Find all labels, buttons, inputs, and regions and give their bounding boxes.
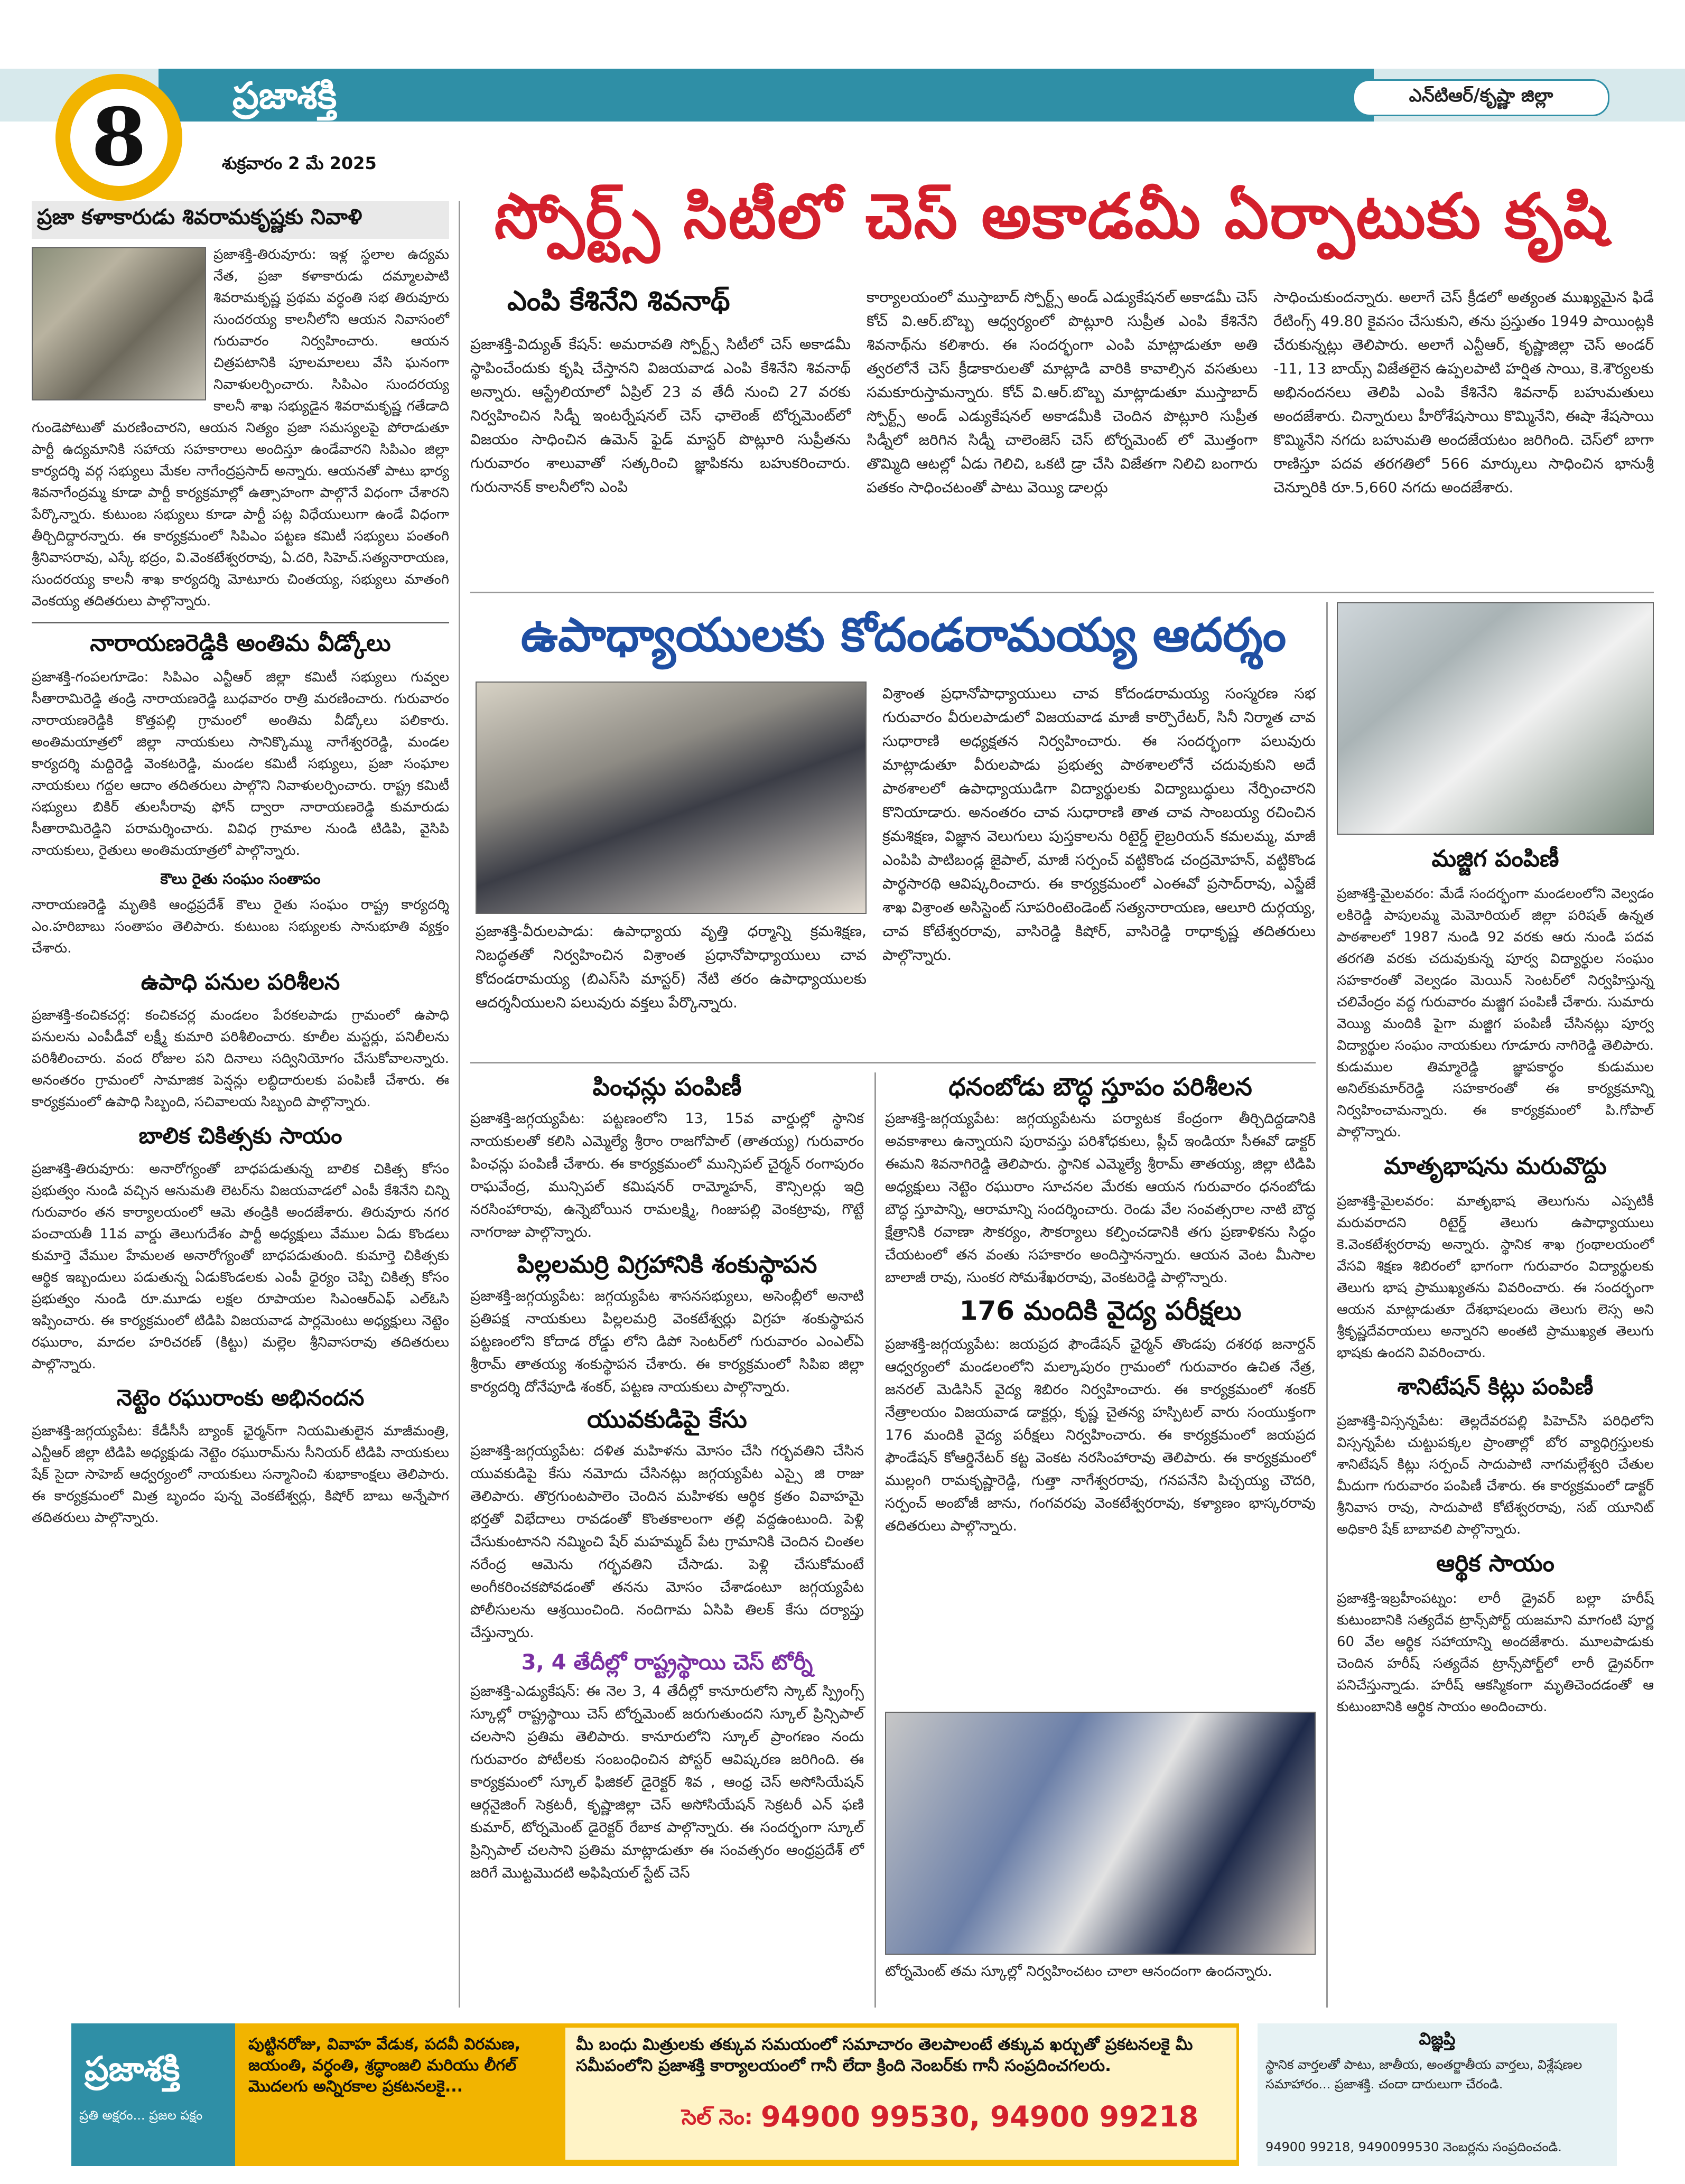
lead-column-2 [867, 285, 1258, 499]
mid-left-column [470, 1072, 864, 1884]
column-divider [874, 1072, 876, 2008]
article-headline: మాతృభాషను మరువొద్దు [1384, 1153, 1607, 1180]
article-headline: బాలిక చికిత్సకు సాయం [138, 1123, 342, 1149]
article-headline: నారాయణరెడ్డికి అంతిమ వీడ్కోలు [32, 622, 449, 662]
mid-right-column [885, 1072, 1316, 1537]
article-body: కార్యాలయంలో ముస్తాబాద్‌ స్పోర్ట్స్‌ అండ్‌ ఎడ్యుకేషనల్‌ అకాడమీ చెస్‌ కోచ్‌ వి.ఆర్‌.బొబ్బ ఆధ్వర్యంలో పొట్లూరి సుప్రీత ఎంపి కేశినేని శివనాథ్‌ను కలిశారు. ఈ సందర్భంగా ఎంపి మాట్లాడుతూ అతి త్వరలోనే చెస్‌ క్రీడాకారులతో మాట్లాడి వారికి కావాల్సిన వసతులు సమకూరుస్తామన్నారు. కోచ్‌ వి.ఆర్‌.బొబ్బ మాట్లాడుతూ ముస్తాబాద్‌ స్పోర్ట్స్‌ అండ్‌ ఎడ్యుకేషనల్‌ అకాడమీకి చెందిన పొట్లూరి సుప్రీత సిడ్నీలో జరిగిన సిడ్నీ చాలెంజెస్‌ చెస్‌ టోర్నమెంట్‌ లో మొత్తంగా తొమ్మిది ఆటల్లో ఏడు గెలిచి, ఒకటి డ్రా చేసి విజేతగా నిలిచి బంగారు పతకం సాధించటంతో పాటు వెయ్యి డాలర్లు [867, 288, 1258, 496]
memorial-meeting-photo [476, 682, 867, 914]
buttermilk-distribution-photo [1337, 602, 1654, 835]
article-headline: శానిటేషన్ కిట్లు పంపిణీ [1397, 1374, 1594, 1399]
article-body: ప్రజాశక్తి-కంచికచర్ల: కంచికచర్ల మండలం పేరకలపాడు గ్రామంలో ఉపాధి పనులను ఎంపీడీవో లక్ష్మీ కుమారి పరిశీలించారు. కూలీల మస్టర్లు, పనిలీలను పరిశీలించారు. వంద రోజుల పని దినాలు సద్వినియోగం చేసుకోవాలన్నారు. అనంతరం గ్రామంలో సామాజిక పెన్షన్లు లబ్ధిదారులకు పంపిణీ చేశారు. ఈ కార్యక్రమంలో ఉపాధి సిబ్బంది, సచివాలయ సిబ్బంది పాల్గొన్నారు. [32, 1007, 449, 1110]
article-body: ప్రజాశక్తి-గంపలగూడెం: సిపిఎం ఎన్టీఆర్‌ జిల్లా కమిటీ సభ్యులు గువ్వల సీతారామిరెడ్డి తండ్రి నారాయణరెడ్డి బుధవారం రాత్రి మరణించారు. గురువారం నారాయణరెడ్డికి కొత్తపల్లి గ్రామంలో అంతిమ వీడ్కోలు పలికారు. అంతిమయాత్రలో జిల్లా నాయకులు సానిక్కొమ్ము నాగేశ్వరరెడ్డి, మండల కార్యదర్శి మద్దిరెడ్డి వెంకటరెడ్డి, మండల కమిటీ సభ్యులు, ప్రజా సంఘాల నాయకులు గద్దల ఆదాం తదితరులు పాల్గొని నివాళులర్పించారు. రాష్ట్ర కమిటీ సభ్యులు బికిర్‌ తులసీరావు ఫోన్‌ ద్వారా నారాయణరెడ్డి కుమారుడు సీతారామిరెడ్డిని పరామర్శించారు. వివిధ గ్రామాల నుండి టిడిపి, వైసిపి నాయకులు, రైతులు అంతిమయాత్రలో పాల్గొన్నారు. [32, 669, 449, 858]
article-body: ప్రజాశక్తి-జగ్గయ్యపేట: జయప్రద ఫౌండేషన్‌ ఛైర్మన్‌ తొండపు దశరథ జనార్దన్‌ ఆధ్వర్యంలో మండలంలోని మల్కాపురం గ్రామంలో గురువారం ఉచిత నేత్ర, జనరల్‌ మెడిసిన్‌ వైద్య శిబిరం నిర్వహించారు. ఈ కార్యక్రమంలో శంకర్‌ నేత్రాలయం విజయవాడ డాక్టర్లు, కృష్ణ చైతన్య హస్పిటల్‌ వారు సంయుక్తంగా 176 మందికి వైద్య పరీక్షలు నిర్వహించారు. ఈ కార్యక్రమంలో జయప్రద ఫౌండేషన్‌ కోఆర్డినేటర్‌ కట్ట వెంకట నరసింహారావు తెలిపారు. ఈ కార్యక్రమంలో ముల్లంగి రామకృష్ణారెడ్డి, గుత్తా నాగేశ్వరరావు, గనపనేని పిచ్చయ్య చౌదరి, సర్పంచ్‌ అంబోజీ జాను, గంగవరపు వెంకటేశ్వరరావు, కళ్యాణం భాస్కరరావు తదితరులు పాల్గొన్నారు. [885, 1336, 1316, 1534]
article-headline: నెట్టెం రఘురాంకు అభినందన [116, 1385, 365, 1411]
article-body: ప్రజాశక్తి-ఇబ్రహీంపట్నం: లారీ డ్రైవర్‌ బల్లా హరీష్‌ కుటుంబానికి సత్యదేవ ట్రాన్స్‌పోర్ట్‌ యజమాని మాగంటి పూర్ణ 60 వేల ఆర్థిక సహాయాన్ని అందజేశారు. మూలపాడుకు చెందిన హరీష్‌ సత్యదేవ ట్రాన్స్‌పోర్ట్‌లో లారీ డ్రైవర్‌గా పనిచేస్తున్నాడు. హరీష్‌ ఆకస్మికంగా మృతిచెందడంతో ఆ కుటుంబానికి ఆర్థిక సాయం అందించారు. [1337, 1591, 1654, 1715]
ad-brand: ప్రజాశక్తి [85, 2050, 180, 2089]
lead-headline: స్పోర్ట్స్ సిటీలో చెస్ అకాడమీ ఏర్పాటుకు కృషి [494, 180, 1609, 253]
article-headline: ప్రజా కళాకారుడు శివరామకృష్ణకు నివాళి [32, 201, 449, 239]
article-body: ప్రజాశక్తి-మైలవరం: మేడే సందర్భంగా మండలంలోని వెల్వడం లకిరెడ్డి పాపులమ్మ మెమోరియల్‌ జిల్లా పరిషత్‌ ఉన్నత పాఠశాలలో 1987 నుండి 92 వరకు ఆరు నుండి పదవ తరగతి వరకు చదువుకున్న పూర్వ విద్యార్థుల సంఘం సహకారంతో వెల్వడం మెయిన్‌ సెంటర్‌లో నిర్వహిస్తున్న చలివేంద్రం వద్ద గురువారం మజ్జిగ పంపిణీ చేశారు. సుమారు వెయ్యి మందికి పైగా మజ్జిగ పంపిణీ చేసినట్లు పూర్వ విద్యార్థుల సంఘం నాయకులు గూడూరు నాగిరెడ్డి తెలిపారు. కుడుముల తిమ్మారెడ్డి జ్ఞాపకార్థం కుడుముల అనిల్‌కుమార్‌రెడ్డి సహకారంతో ఈ కార్యక్రమాన్ని నిర్వహించామన్నారు. ఈ కార్యక్రమంలో పి.గోపాల్‌ పాల్గొన్నారు. [1337, 886, 1654, 1140]
article-headline: ఉపాధి పనుల పరిశీలన [141, 969, 340, 995]
tribute-photo [32, 247, 206, 400]
ad-notice-title: విజ్ఞప్తి [1419, 2029, 1456, 2049]
article-body: నారాయణరెడ్డి మృతికి ఆంధ్రప్రదేశ్‌ కౌలు రైతు సంఘం రాష్ట్ర కార్యదర్శి ఎం.హరిబాబు సంతాపం తెలిపారు. కుటుంబ సభ్యులకు సానుభూతి వ్యక్తం చేశారు. [32, 897, 449, 956]
page-number: 8 [55, 74, 182, 201]
chess-poster-launch-photo [885, 1712, 1316, 1955]
ad-phone: 94900 99530, 94900 99218 [761, 2100, 1199, 2133]
article-body: ప్రజాశక్తి-వీరులపాడు: ఉపాధ్యాయ వృత్తి ధర్మాన్ని క్రమశిక్షణ, నిబద్ధతతో నిర్వహించిన విశ్రాంత ప్రధానోపాధ్యాయులు చావ కోదండరామయ్య (బిఎస్‌సి మాస్టర్‌) నేటి తరం ఉపాధ్యాయులకు ఆదర్శనీయులని పలువురు వక్తలు పేర్కొన్నారు. [476, 922, 867, 1011]
lead-column-3 [1273, 285, 1654, 499]
article-body: ప్రజాశక్తి-తిరువూరు: ఇళ్ల స్థలాల ఉద్యమ నేత, ప్రజా కళాకారుడు దమ్మాలపాటి శివరామకృష్ణ ప్రథమ వర్ధంతి సభ తిరువూరు సుందరయ్య కాలనీలోని ఆయన నివాసంలో గురువారం నిర్వహించారు. ఆయన చిత్రపటానికి పూలమాలలు వేసి ఘనంగా నివాళులర్పించారు. సిపిఎం సుందరయ్య కాలనీ శాఖ సభ్యుడైన శివరామకృష్ణ గతేడాది గుండెపోటుతో మరణించారని, ఆయన నిత్యం ప్రజా సమస్యలపై పోరాడుతూ పార్టీ ఉద్యమానికి సహాయ సహకారాలు అందిస్తూ ఉండేవారని సిపిఎం జిల్లా కార్యదర్శి వర్గ సభ్యులు మేకల నాగేంద్రప్రసాద్‌ అన్నారు. ఆయనతో పాటు భార్య శివనాగేంద్రమ్మ కూడా పార్టీ కార్యక్రమాల్లో ఉత్సాహంగా పాల్గొనే విధంగా చేశారని పేర్కొన్నారు. కుటుంబ సభ్యులు కూడా పార్టీ పట్ల విధేయులుగా ఉండే విధంగా తీర్చిదిద్దారన్నారు. ఈ కార్యక్రమంలో సిపిఎం పట్టణ కమిటీ సభ్యులు పంతంగి శ్రీనివాసరావు, ఎస్కే భద్రం, వి.వెంకటేశ్వరరావు, ఏ.దరి, సిహెచ్‌.సత్యనారాయణ, సుందరయ్య కాలనీ శాఖ కార్యదర్శి మోటూరు చింతయ్య, సభ్యులు మాతంగి వెంకయ్య తదితరులు పాల్గొన్నారు. [32, 247, 449, 609]
header-band [159, 69, 1374, 122]
ad-notice-phone: 94900 99218, 9490099530 నెంబర్లను సంప్రదించండి. [1265, 2140, 1562, 2154]
article-body: ప్రజాశక్తి-జగ్గయ్యపేట: జగ్గయ్యపేట శాసనసభ్యులు, అసెంబ్లీలో అనాటి ప్రతిపక్ష నాయకులు పిల్లలమర్రి వెంకటేశ్వర్లు విగ్రహ శంకుస్థాపన పట్టణంలోని కోదాడ రోడ్డు లోని డిపో సెంటర్‌లో గురువారం ఎంఎల్‌ఏ శ్రీరామ్‌ తాతయ్య శంకుస్థాపన చేశారు. ఈ కార్యక్రమంలో సిపిఐ జిల్లా కార్యదర్శి దోనేపూడి శంకర్‌, పట్టణ నాయకులు పాల్గొన్నారు. [470, 1288, 864, 1395]
article-body: ప్రజాశక్తి-విద్యుత్‌ కేషన్‌: అమరావతి స్పోర్ట్స్‌ సిటీలో చెస్‌ అకాడమీ స్థాపించేందుకు కృషి చేస్తానని విజయవాడ ఎంపి కేశినేని శివనాథ్‌ అన్నారు. ఆస్ట్రేలియాలో ఏప్రిల్‌ 23 వ తేదీ నుంచి 27 వరకు నిర్వహించిన సిడ్నీ ఇంటర్నేషనల్‌ చెస్‌ ఛాలెంజ్‌ టోర్నమెంట్‌లో విజయం సాధించిన ఉమెన్‌ ఫైడ్‌ మాస్టర్‌ పొట్లూరి సుప్రీతను గురువారం శాలువాతో సత్కరించి జ్ఞాపికను బహుకరించారు. గురునానక్‌ కాలనీలోని ఎంపి [470, 335, 851, 496]
section-divider [470, 592, 1654, 593]
ad-phone-label: సెల్‌ నెం: [682, 2105, 753, 2130]
article-body: టోర్నమెంట్‌ తమ స్కూల్లో నిర్వహించటం చాలా ఆనందంగా ఉందన్నారు. [885, 1963, 1272, 1980]
article-headline: కౌలు రైతు సంఘం సంతాపం [160, 870, 321, 888]
article-headline: యువకుడిపై కేసు [587, 1405, 747, 1433]
column-divider [459, 201, 460, 2008]
article-headline: పింఛన్లు పంపిణీ [592, 1072, 742, 1101]
lead-column-1 [470, 285, 851, 499]
article-body: సాధించుకుందన్నారు. అలాగే చెస్‌ క్రీడలో అత్యంత ముఖ్యమైన ఫిడే రేటింగ్స్‌ 49.80 కైవసం చేసుకుని, తను ప్రస్తుతం 1949 పాయింట్లకి చేరుకున్నట్లు తెలిపారు. అలాగే ఎన్టీఆర్‌, కృష్ణాజిల్లా చెస్‌ అండర్‌ -11, 13 బాయ్స్‌ విజేతలైన ఉప్పలపాటి హర్షిత సాయి, కె.శౌర్యలకు అభినందనలు తెలిపి ఎంపి కేశినేని శివనాథ్‌ బహుమతులు అందజేశారు. చిన్నారులు హీరోశేషసాయి కొమ్మినేని, ఈషా శేషసాయి కొమ్మినేని నగదు బహుమతి అందజేయటం జరిగింది. చెస్‌లో బాగా రాణిస్తూ పదవ తరగతిలో 566 మార్కులు సాధించిన భానుశ్రీ చెన్నూరికి రూ.5,660 నగదు అందజేశారు. [1273, 288, 1654, 496]
article-headline: 3, 4 తేదీల్లో రాష్ట్రస్థాయి చెస్ టోర్నీ [521, 1650, 813, 1675]
left-column [32, 201, 449, 2008]
column-divider [1326, 602, 1328, 2008]
article-body: ప్రజాశక్తి-తిరువూరు: అనారోగ్యంతో బాధపడుతున్న బాలిక చికిత్స కోసం ప్రభుత్వం నుండి వచ్చిన ఆనుమతి లెటర్‌ను విజయవాడలో ఎంపీ కేశినేని చిన్ని గురువారం తన కార్యాలయంలో ఆమె తండ్రికి అందజేశారు. తిరువూరు నగర పంచాయతీ 11వ వార్డు తెలుగుదేశం పార్టీ అధ్యక్షులు వేముల ఏడు కొండలు కుమార్తె వేముల హేమలత అనారోగ్యంతో బాధపడుతుంది. కుమార్తె చికిత్సకు ఆర్థిక ఇబ్బందులు పడుతున్న ఏడుకొండలకు ఎంపీ ధైర్యం చెప్పి చికిత్స కోసం ప్రభుత్వం నుండి రూ.మూడు లక్షల రూపాయల సిఎంఆర్‌ఎఫ్‌ ఎల్‌ఓసి ఇప్పించారు. ఈ కార్యక్రమంలో టిడిపి విజయవాడ పార్లమెంటు అధ్యక్షులు నెట్టెం రఘురాం, మాదల హరిచరణ్‌ (కిట్టు) మల్లెల శ్రీనివాసరావు తదితరులు పాల్గొన్నారు. [32, 1161, 449, 1372]
feature-headline: ఉపాధ్యాయులకు కోదండరామయ్య ఆదర్శం [520, 608, 1287, 662]
article-body: ప్రజాశక్తి-జగ్గయ్యపేట: పట్టణంలోని 13, 15వ వార్డుల్లో స్థానిక నాయకులతో కలిసి ఎమ్మెల్యే శ్రీరాం రాజగోపాల్‌ (తాతయ్య) గురువారం పింఛన్లు పంపిణీ చేశారు. ఈ కార్యక్రమంలో మున్సిపల్‌ చైర్మన్‌ రంగాపురం రాఘవేంద్ర, మున్సిపల్‌ కమిషనర్‌ రామ్మోహన్‌, కౌన్సిలర్లు ఇద్రి నరసింహారావు, ఉన్నెబోయిన రామలక్ష్మి, గింజుపల్లి వెంకట్రావు, గొట్టే నాగరాజు పాల్గొన్నారు. [470, 1110, 864, 1240]
article-body: ప్రజాశక్తి-జగ్గయ్యపేట: దళిత మహిళను మోసం చేసి గర్భవతిని చేసిన యువకుడిపై కేసు నమోదు చేసినట్లు జగ్గయ్యపేట ఎస్సై జి రాజు తెలిపారు. తొర్రగుంటపాలెం చెందిన మహిళకు ఆర్థిక క్రతం వివాహమై భర్తతో విభేదాలు రావడంతో కొంతకాలంగా తల్లి వద్దఉంటుంది. పెళ్లి చేసుకుంటానని నమ్మించి షేర్‌ మహమ్మద్‌ పేట గ్రామానికి చెందిన చింతల నరేంద్ర ఆమెను గర్భవతిని చేసాడు. పెళ్లి చేసుకోమంటే అంగీకరించకపోవడంతో తనను మోసం చేశాడంటూ జగ్గయ్యపేట పోలీసులను ఆశ్రయించింది. నందిగామ ఏసిపి తిలక్‌ కేసు దర్యాప్తు చేస్తున్నారు. [470, 1443, 864, 1641]
article-body: ప్రజాశక్తి-ఎడ్యుకేషన్‌: ఈ నెల 3, 4 తేదీల్లో కానూరులోని స్కాట్‌ స్ప్రింగ్స్‌ స్కూల్లో రాష్ట్రస్థాయి చెస్‌ టోర్నమెంట్‌ జరుగుతుందని స్కూల్‌ ప్రిన్సిపాల్‌ చలసాని ప్రతిమ తెలిపారు. కానూరులోని స్కూల్‌ ప్రాంగణం నందు గురువారం పోటీలకు సంబంధించిన పోస్టర్‌ ఆవిష్కరణ జరిగింది. ఈ కార్యక్రమంలో స్కూల్‌ ఫిజికల్‌ డైరెక్టర్‌ శివ , ఆంధ్ర చెస్‌ అసోసియేషన్‌ ఆర్గనైజింగ్‌ సెక్రటరీ, కృష్ణాజిల్లా చెస్‌ అసోసియేషన్‌ సెక్రటరీ ఎన్‌ ఫణి కుమార్‌, టోర్నమెంట్‌ డైరెక్టర్‌ రేబాక పాల్గొన్నారు. ఈ సందర్భంగా స్కూల్‌ ప్రిన్సిపాల్‌ చలసాని ప్రతిమ మాట్లాడుతూ ఈ సంవత్సరం ఆంధ్రప్రదేశ్‌ లో జరిగే మొట్టమొదటి అఫిషియల్‌ స్టేట్‌ చెస్‌ [470, 1683, 864, 1881]
ad-services: పుట్టినరోజు, వివాహ వేడుక, పదవీ విరమణ, జయంతి, వర్ధంతి, శ్రద్ధాంజలి మరియు లీగల్‌ మొదలగు అన్నిరకాల ప్రకటనలకై... [248, 2035, 521, 2096]
section-divider [470, 1062, 1316, 1063]
lead-subhead: ఎంపి కేశినేని శివనాథ్ [507, 285, 730, 317]
ad-notice: స్థానిక వార్తలతో పాటు, జాతీయ, అంతర్జాతీయ వార్తలు, విశ్లేషణల సమాహారం... ప్రజాశక్తి. చందా దారులుగా చేరండి. [1265, 2057, 1582, 2092]
issue-date: శుక్రవారం 2 మే 2025 [222, 153, 377, 173]
article-body: ప్రజాశక్తి-విస్సన్నపేట: తెల్లదేవరపల్లి పిహెచ్‌సి పరిధిలోని విస్సన్నపేట చుట్టుపక్కల ప్రాంతాల్లో బోర వ్యాధిగ్రస్తులకు శానిటేషన్‌ కిట్లు సర్పంచ్‌ సాదుపాటి నాగమల్లేశ్వరి చేతుల మీదుగా గురువారం పంపిణీ చేశారు. ఈ కార్యక్రమంలో డాక్టర్‌ శ్రీనివాస రావు, సాదుపాటి కోటేశ్వరరావు, సబ్‌ యూనిట్‌ అధికారి షేక్‌ బాబావలి పాల్గొన్నారు. [1337, 1413, 1654, 1537]
article-headline: 176 మందికి వైద్య పరీక్షలు [959, 1295, 1242, 1326]
article-body: ప్రజాశక్తి-జగ్గయ్యపేట: కేడీసీసీ బ్యాంక్‌ ఛైర్మన్‌గా నియమితులైన మాజీమంత్రి, ఎన్టీఆర్‌ జిల్లా టిడిపి అధ్యక్షుడు నెట్టెం రఘురామ్‌ను సీనియర్‌ టిడిపి నాయకులు షేక్‌ సైదా సాహెబ్‌ ఆధ్వర్యంలో నాయకులు సన్మానించి శుభాకాంక్షలు తెలిపారు. ఈ కార్యక్రమంలో మిత్ర బృందం పున్న వెంకటేశ్వర్లు, కిషోర్‌ బాబు అన్నేపాగ తదితరులు పాల్గొన్నారు. [32, 1423, 449, 1526]
section-label: ఎన్‌టిఆర్/కృష్ణా జిల్లా [1353, 79, 1609, 116]
article-headline: ఆర్థిక సాయం [1436, 1550, 1554, 1577]
masthead-logo: ప్రజాశక్తి [232, 74, 337, 117]
ad-message: మీ బంధు మిత్రులకు తక్కువ సమయంలో సమాచారం తెలపాలంటే తక్కువ ఖర్చుతో ప్రకటనలకై మీ సమీపంలోని ప్రజాశక్తి కార్యాలయంలో గానీ లేదా క్రింది నెంబర్‌కు గానీ సంప్రదించగలరు. [576, 2035, 1193, 2075]
article-body: విశ్రాంత ప్రధానోపాధ్యాయులు చావ కోదండరామయ్య సంస్మరణ సభ గురువారం వీరులపాడులో విజయవాడ మాజీ కార్పొరేటర్‌, సినీ నిర్మాత చావ సుధారాణి అధ్యక్షతన నిర్వహించారు. ఈ సందర్భంగా పలువురు మాట్లాడుతూ వీరులపాడు ప్రభుత్వ పాఠశాలలోనే చదువుకుని అదే పాఠశాలలో ఉపాధ్యాయుడిగా విద్యార్థులకు విద్యాబుద్ధులు నేర్పించారని కొనియాడారు. అనంతరం చావ సుధారాణి తాత చావ సాంబయ్య రచించిన క్రమశిక్షణ, విజ్ఞాన వెలుగులు పుస్తకాలను రిటైర్డ్‌ లైబ్రరియన్‌ కమలమ్మ, మాజీ ఎంపిపి పాటిబండ్ల జైపాల్‌, మాజీ సర్పంచ్‌ వట్టికొండ చంద్రమోహన్‌, వట్టికొండ పార్థసారథి ఆవిష్కరించారు. ఈ కార్యక్రమంలో ఎంఈవో ప్రసాద్‌రావు, ఎస్జేజే శాఖ విశ్రాంత అసిస్టెంట్‌ సూపరింటెండెంట్‌ సత్యనారాయణ, ఆలూరి దుర్గయ్య, చావ కోటేశ్వరరావు, వాసిరెడ్డి కిషోర్‌, వాసిరెడ్డి రాధాకృష్ణ తదితరులు పాల్గొన్నారు. [882, 685, 1316, 964]
right-column [1337, 845, 1654, 1718]
article-headline: మజ్జిగ పంపిణీ [1431, 845, 1559, 872]
article-headline: ధనంబోడు బౌద్ధ స్తూపం పరిశీలన [948, 1072, 1252, 1101]
article-body: ప్రజాశక్తి-మైలవరం: మాతృభాష తెలుగును ఎప్పటికీ మరువరాదని రిటైర్డ్‌ తెలుగు ఉపాధ్యాయులు కె.వెంకటేశ్వరరావు అన్నారు. స్థానిక శాఖ గ్రంథాలయంలో వేసవి శిక్షణ శిబిరంలో భాగంగా గురువారం విద్యార్థులకు తెలుగు భాష ప్రాముఖ్యతను వివరించారు. ఈ సందర్భంగా ఆయన మాట్లాడుతూ దేశభాషలందు తెలుగు లెస్స అని శ్రీకృష్ణదేవరాయలు అన్నారని అంతటి ప్రాముఖ్యత తెలుగు భాషకు ఉందని వివరించారు. [1337, 1193, 1654, 1361]
ad-tagline: ప్రతి అక్షరం... ప్రజల పక్షం [79, 2108, 203, 2123]
article-headline: పిల్లలమర్రి విగ్రహానికి శంకుస్థాపన [517, 1250, 817, 1278]
article-body: ప్రజాశక్తి-జగ్గయ్యపేట: జగ్గయ్యపేటను పర్యాటక కేంద్రంగా తీర్చిదిద్దడానికి అవకాశాలు ఉన్నాయని పురావస్తు పరిశోధకులు, ప్లీచ్‌ ఇండియా సీఈవో డాక్టర్‌ ఈమని శివనాగిరెడ్డి తెలిపారు. స్థానిక ఎమ్మెల్యే శ్రీరామ్‌ తాతయ్య, జిల్లా టిడిపి అధ్యక్షులు నెట్టెం రఘురాం సూచనల మేరకు ఆయన గురువారం ధనంబోడు బౌద్ధ స్తూపాన్ని, ఆరామాన్ని సందర్శించారు. రెండు వేల సంవత్సరాల నాటి బౌద్ధ క్షేత్రానికి రవాణా సౌకర్యం, సౌకర్యాలు కల్పించడానికి తగు ప్రణాళికను సిద్ధం చేయటంలో తన వంతు సహకారం అందిస్తానన్నారు. ఆయన వెంట మీసాల బాలాజీ రావు, సుంకర సోమశేఖరరావు, వెంకటరెడ్డి పాల్గొన్నారు. [885, 1110, 1316, 1286]
